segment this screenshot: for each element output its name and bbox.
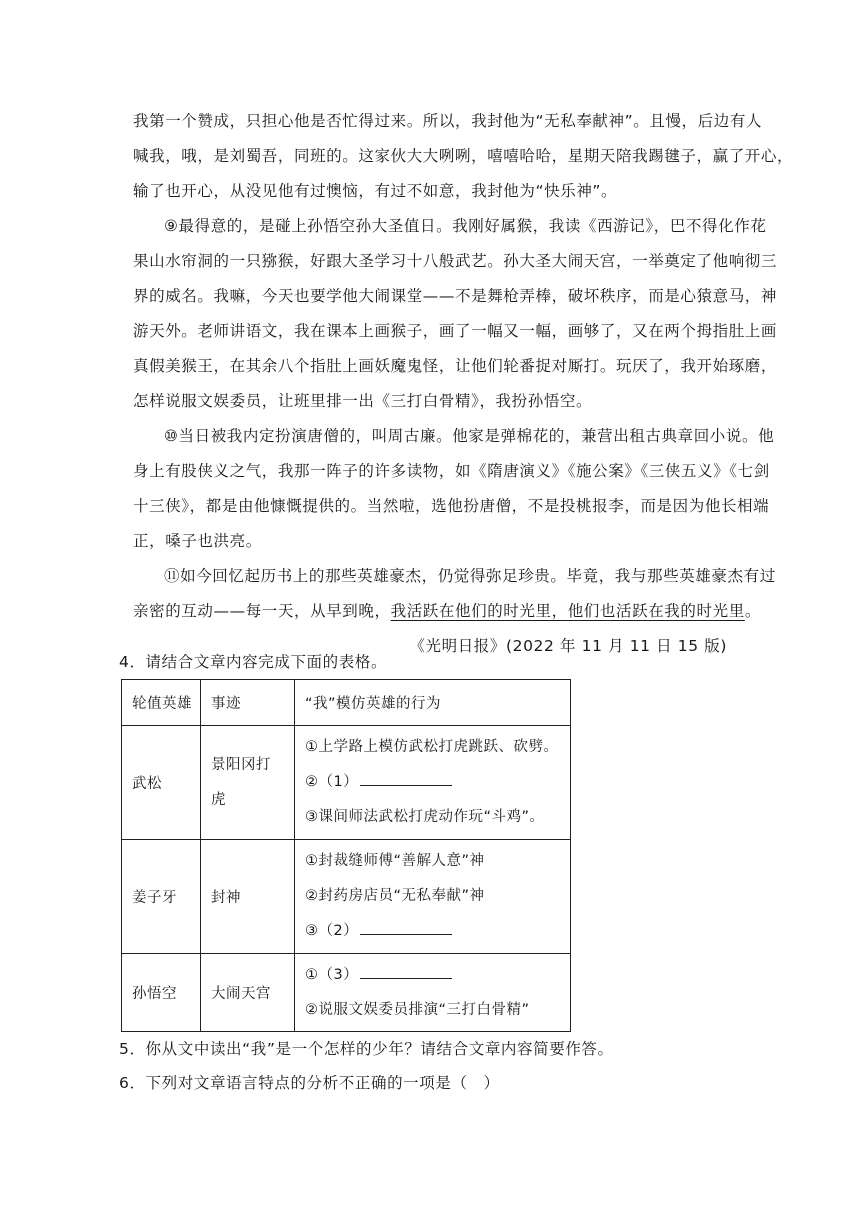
source-citation: 《光明日报》(2022 年 11 月 11 日 15 版) (409, 637, 727, 655)
acts-cell (295, 840, 571, 954)
deed-text: 虎 (211, 791, 226, 808)
paragraph-9-line: 游天外。老师讲语文，我在课本上画猴子，画了一幅又一幅，画够了，又在两个拇指肚上画 (133, 322, 778, 340)
hero-table (121, 679, 571, 1032)
act-item (305, 914, 570, 949)
table-row (122, 726, 571, 840)
paragraph-9-line: 怎样说服文娱委员，让班里排一出《三打白骨精》，我扮孙悟空。 (133, 392, 593, 410)
paragraph-line: 喊我，哦，是刘蜀吾，同班的。这家伙大大咧咧，嘻嘻哈哈，星期天陪我踢毽子，赢了开心， (133, 147, 794, 165)
paragraph-10-line: 十三侠》，都是由他慷慨提供的。当然啦，选他扮唐僧，不是投桃报李，而是因为他长相端 (133, 497, 770, 515)
answer-blank-1[interactable] (360, 771, 452, 786)
question-6: 6．下列对文章语言特点的分析不正确的一项是（ ） (119, 1074, 500, 1092)
paragraph-9-line: 果山水帘洞的一只猕猴，好跟大圣学习十八般武艺。孙大圣大闹天宫，一举奠定了他响彻三 (133, 252, 778, 270)
paragraph-line: 我第一个赞成，只担心他是否忙得过来。所以，我封他为“无私奉献神”。且慢，后边有人 (133, 112, 763, 130)
paragraph-11-end: 。 (744, 602, 761, 620)
act-text: ①上学路上模仿武松打虎跳跃、砍劈。 (305, 739, 559, 755)
act-label: ③（2） (305, 923, 359, 939)
paragraph-10-line: 身上有股侠义之气，我那一阵子的许多读物，如《隋唐演义》《施公案》《三侠五义》《七剑 (133, 462, 770, 480)
paragraph-11-text: 亲密的互动——每一天，从早到晚， (133, 602, 391, 620)
deed-cell: 封神 (201, 840, 295, 954)
answer-blank-3[interactable] (360, 964, 452, 979)
paragraph-11-line (133, 601, 761, 621)
table-header: 事迹 (201, 680, 295, 726)
acts-cell (295, 726, 571, 840)
act-label: ①（3） (305, 966, 359, 983)
act-item (305, 765, 570, 800)
question-5: 5．你从文中读出“我”是一个怎样的少年？请结合文章内容简要作答。 (119, 1040, 614, 1058)
act-item (305, 958, 570, 993)
deed-cell: 大闹天宫 (201, 954, 295, 1032)
paragraph-line: 输了也开心，从没见他有过懊恼，有过不如意，我封他为“快乐神”。 (133, 182, 618, 200)
table-header: “我”模仿英雄的行为 (295, 680, 571, 726)
question-4: 4．请结合文章内容完成下面的表格。 (119, 653, 388, 671)
paragraph-10-line: 正，嗓子也洪亮。 (133, 532, 262, 550)
underlined-sentence: 我活跃在他们的时光里，他们也活跃在我的时光里 (390, 602, 745, 620)
paragraph-9-line: 界的威名。我嘛，今天也要学他大闹课堂——不是舞枪弄棒，破坏秩序，而是心猿意马，神 (133, 287, 778, 305)
hero-cell: 姜子牙 (122, 840, 201, 954)
paragraph-9-line: 真假美猴王，在其余八个指肚上画妖魔鬼怪，让他们轮番捉对厮打。玩厌了，我开始琢磨， (133, 357, 778, 375)
deed-text: 景阳冈打 (211, 756, 271, 773)
table-row (122, 954, 571, 1032)
hero-cell: 孙悟空 (122, 954, 201, 1032)
deed-cell (201, 726, 295, 840)
table-header-row (122, 680, 571, 726)
paragraph-10-line: ⑩当日被我内定扮演唐僧的，叫周古廉。他家是弹棉花的，兼营出租古典章回小说。他 (164, 427, 775, 445)
act-text: ②说服文娱委员排演“三打白骨精” (305, 1001, 530, 1018)
acts-cell (295, 954, 571, 1032)
act-text: ②封药房店员“无私奉献”神 (305, 888, 485, 904)
act-text: ①封裁缝师傅“善解人意”神 (305, 853, 485, 869)
paragraph-11-line: ⑪如今回忆起历书上的那些英雄豪杰，仍觉得弥足珍贵。毕竟，我与那些英雄豪杰有过 (164, 567, 776, 585)
answer-blank-2[interactable] (360, 920, 452, 935)
paragraph-9-line: ⑨最得意的，是碰上孙悟空孙大圣值日。我刚好属猴，我读《西游记》，巴不得化作花 (164, 217, 767, 235)
table-row (122, 840, 571, 954)
table-header: 轮值英雄 (122, 680, 201, 726)
hero-cell: 武松 (122, 726, 201, 840)
act-text: ③课间师法武松打虎动作玩“斗鸡”。 (305, 809, 545, 825)
act-label: ②（1） (305, 774, 359, 790)
